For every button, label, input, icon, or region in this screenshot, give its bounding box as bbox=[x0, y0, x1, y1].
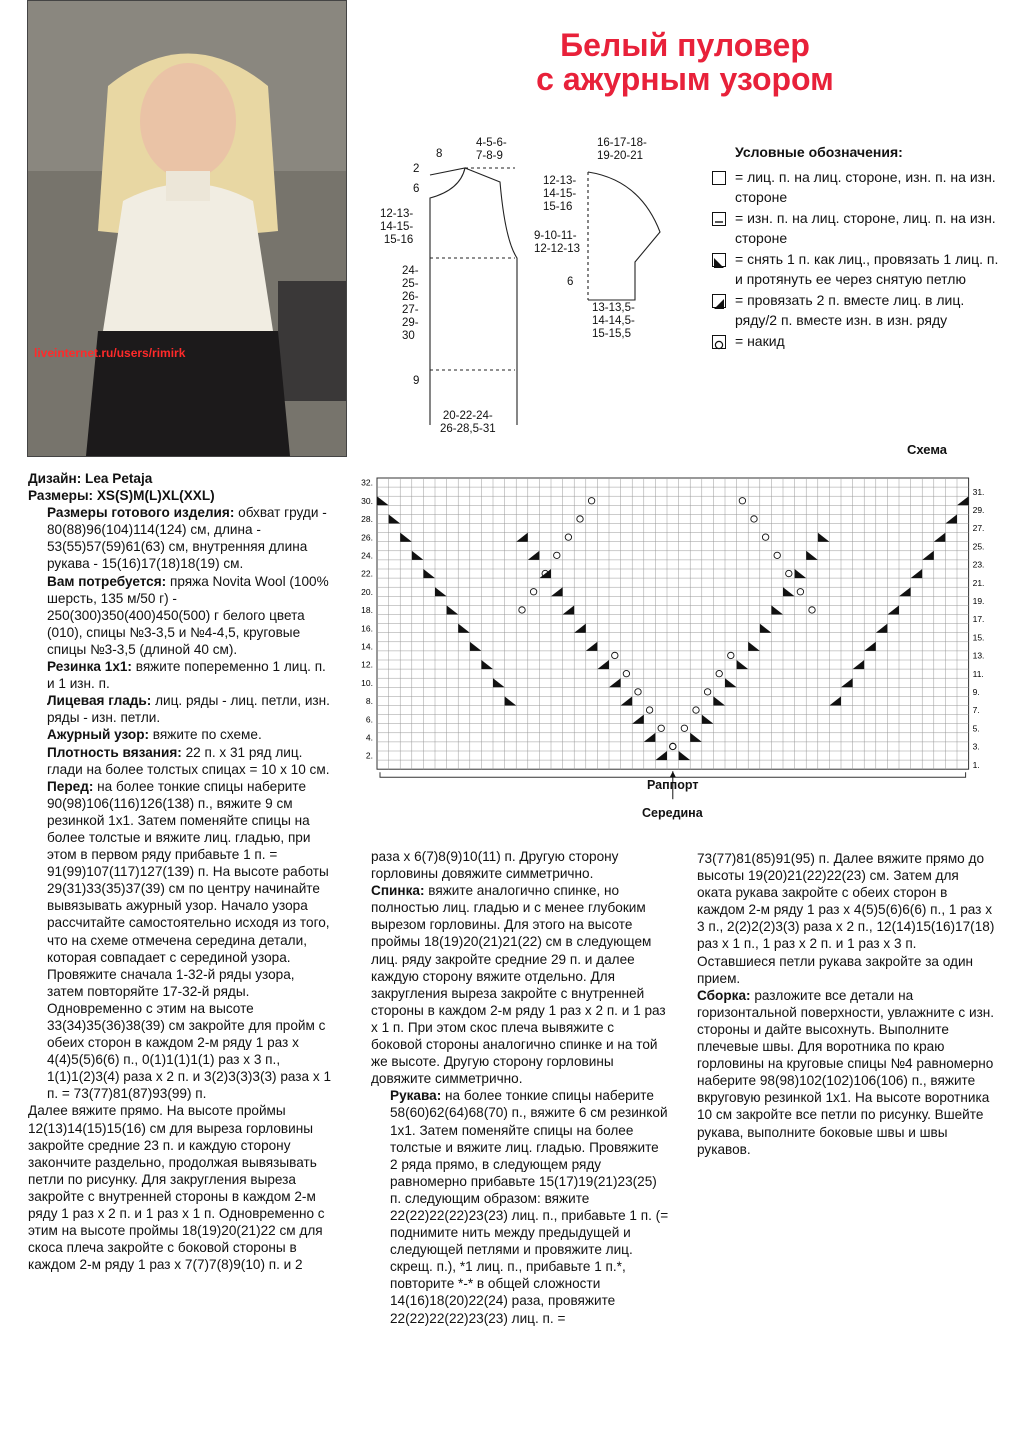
paragraph-text: вяжите попеременно 1 лиц. п. и 1 изн. п. bbox=[47, 659, 326, 692]
row-label-left: 6. bbox=[365, 714, 373, 725]
row-label-right: 29. bbox=[972, 505, 985, 516]
paragraph-heading: Сборка: bbox=[697, 987, 751, 1003]
watermark-text: liveinternet.ru/users/rimirk bbox=[34, 346, 186, 360]
photo-illustration bbox=[28, 1, 346, 456]
label-body-length: 24- 25- 26- 27- 29- 30 bbox=[402, 265, 419, 342]
row-label-right: 1. bbox=[972, 759, 980, 770]
legend-item-ssk: = снять 1 п. как лиц., провязать 1 лиц. п. и протянуть ее через снятую петлю bbox=[710, 249, 1010, 290]
paragraph bbox=[28, 1102, 332, 1273]
paragraph-text: вяжите аналогично спинке, но полностью лиц. гладью и с менее глубоким вырезом горловины. Для этого на высоте проймы 18(19)20(21)21(22) см в следующем лиц. ряду закройте средние 29 п. и далее каждую сторону вяжите отдельно. Для закругления выреза закройте с внутренней стороны в каждом 2-м ряду 1 раз х 2 п. и 1 раз х 1 п. При этом скос плеча вывяжите с боковой стороны аналогично спинке и на той же высоте. Другую сторону горловины довяжите симметрично. bbox=[371, 883, 666, 1087]
row-label-left: 18. bbox=[361, 605, 373, 616]
label-armhole: 12-13- 14-15- 15-16 bbox=[380, 208, 414, 246]
text-column-1 bbox=[28, 470, 332, 1273]
body-schematic bbox=[430, 168, 517, 425]
paragraph-heading: Перед: bbox=[47, 778, 94, 794]
row-label-right: 7. bbox=[972, 705, 980, 716]
center-arrow-head bbox=[670, 771, 676, 777]
left-triangle-icon bbox=[712, 253, 726, 267]
row-label-right: 13. bbox=[972, 650, 985, 661]
row-label-right: 11. bbox=[972, 668, 984, 679]
model-photo bbox=[27, 0, 347, 457]
paragraph-heading: Вам потребуется: bbox=[47, 573, 167, 589]
row-label-right: 19. bbox=[972, 596, 985, 607]
text-column-2 bbox=[371, 848, 669, 1327]
paragraph-heading: Резинка 1х1: bbox=[47, 659, 132, 675]
repeat-label: Раппорт bbox=[647, 778, 699, 792]
paragraph-text: разложите все детали на горизонтальной поверхности, увлажните с изн. стороны и дайте высохнуть. Выполните плечевые швы. Для воротника по краю горловины на круговые спицы №4 равномерно наберите 98(98)102(102)106(106) п., вяжите вкруговую резинкой 1х1. На высоте воротника 10 см закройте все петли по рисунку. Вшейте рукава, выполните боковые швы и швы рукавов. bbox=[697, 987, 995, 1157]
label-neck-width: 8 bbox=[436, 148, 443, 160]
label-neck-depth: 2 bbox=[413, 163, 420, 175]
paragraph-text: 22 п. х 31 ряд лиц. глади на более толстых спицах = 10 х 10 см. bbox=[47, 744, 330, 777]
row-label-left: 14. bbox=[361, 641, 373, 652]
paragraph bbox=[28, 504, 332, 572]
paragraph-heading: Размеры: XS(S)M(L)XL(XXL) bbox=[28, 488, 215, 504]
right-triangle-icon bbox=[712, 294, 726, 308]
chart-title: Схема bbox=[907, 442, 948, 457]
row-label-right: 15. bbox=[972, 632, 985, 643]
paragraph-text: на более тонкие спицы наберите 58(60)62(64)68(70) п., вяжите 6 см резинкой 1х1. Затем поменяйте спицы на более толстые и вяжите лиц. гладью. Провяжите 2 ряда прямо, в следующем ряду равномерно прибавьте 15(17)19(21)23(25) п. следующим образом: вяжите 22(22)22(22)23(23) лиц. п., прибавьте 1 п. (= поднимите нить между предыдущей и следующей петлями и провяжите лиц. скрещ. п.), *1 лиц. п., прибавьте 1 п.*, повторите *-* в общей сложности 14(16)18(20)22(24) раза, провяжите 22(22)22(22)23(23) лиц. п. = bbox=[390, 1088, 669, 1326]
row-label-left: 4. bbox=[365, 732, 373, 743]
row-label-left: 12. bbox=[361, 659, 373, 670]
text-column-3 bbox=[697, 850, 995, 1158]
row-label-left: 32. bbox=[361, 477, 373, 488]
label-cuff: 6 bbox=[567, 276, 574, 288]
paragraph-text: раза х 6(7)8(9)10(11) п. Другую сторону горловины довяжите симметрично. bbox=[371, 849, 619, 882]
row-label-left: 20. bbox=[361, 586, 373, 597]
paragraph-text: Далее вяжите прямо. На высоте проймы 12(13)14(15)15(16) см для выреза горловины закройте средние 23 п. и каждую сторону закончите раздельно, продолжая вывязывать петли по рисунку. Для закругления выреза закройте с внутренней стороны в каждом 2-м ряду 1 раз х 2 п. и 1 раз х 1 п. Одновременно с этим на высоте проймы 18(19)20(21)22 см для скоса плеча закройте с боковой стороны в каждом 2-м ряду 1 раз х 7(7)7(8)9(10) п. и 2 bbox=[28, 1103, 325, 1273]
label-sleeve-cap: 12-13- 14-15- 15-16 bbox=[543, 175, 577, 213]
paragraph bbox=[371, 848, 669, 882]
paragraph-heading: Рукава: bbox=[390, 1088, 442, 1104]
paragraph bbox=[697, 987, 995, 1158]
garment-schematic bbox=[405, 140, 675, 425]
row-label-right: 5. bbox=[972, 723, 980, 734]
paragraph bbox=[28, 744, 332, 778]
row-label-right: 27. bbox=[972, 523, 985, 534]
row-label-left: 28. bbox=[361, 514, 373, 525]
center-label: Середина bbox=[642, 806, 703, 820]
paragraph-text: обхват груди - 80(88)96(104)114(124) см, длина - 53(55)57(59)61(63) см, внутренняя длина рукава - 15(16)17(18)18(19) см. bbox=[47, 505, 327, 572]
paragraph-heading: Размеры готового изделия: bbox=[47, 505, 235, 521]
legend-item-knit: = лиц. п. на лиц. стороне, изн. п. на изн. стороне bbox=[710, 167, 1010, 208]
row-label-right: 21. bbox=[972, 577, 985, 588]
legend-heading: Условные обозначения: bbox=[735, 144, 903, 160]
paragraph bbox=[28, 573, 332, 658]
paragraph-heading: Спинка: bbox=[371, 883, 425, 899]
paragraph-text: лиц. ряды - лиц. петли, изн. ряды - изн. петли. bbox=[47, 693, 330, 726]
label-rib: 9 bbox=[413, 375, 420, 387]
label-sleeve-top-width: 16-17-18- 19-20-21 bbox=[597, 137, 647, 162]
paragraph bbox=[28, 658, 332, 692]
paragraph bbox=[28, 692, 332, 726]
row-label-left: 2. bbox=[365, 750, 373, 761]
legend-item-k2tog: = провязать 2 п. вместе лиц. в лиц. ряду/2 п. вместе изн. в изн. ряду bbox=[710, 290, 1010, 331]
legend-item-yo: = накид bbox=[710, 331, 1010, 352]
paragraph bbox=[28, 726, 332, 743]
symbol-legend bbox=[710, 142, 1010, 351]
paragraph-text: на более тонкие спицы наберите 90(98)106(116)126(138) п., вяжите 9 см резинкой 1х1. Затем поменяйте спицы на более толстые и вяжите лиц. гладью, при этом в первом ряду прибавьте 1 п. = 91(99)107(117)127(139) п. На высоте работы 29(31)33(35)37(39) см по центру начинайте вывязывать ажурный узор. Начало узора рассчитайте самостоятельно исходя из того, что на схеме отмечена середина детали, которая совпадает с серединой узора. Провяжите сначала 1-32-й ряды узора, затем повторяйте 17-32-й ряды. Одновременно с этим на высоте 33(34)35(36)38(39) см закройте для пройм с обеих сторон в каждом 2-м ряду 1 раз х 4(4)5(5)6(6) п., 0(1)1(1)1(1) раз х 3 п., 1(1)1(2)3(4) раза х 2 п. и 3(2)3(3)3(3) раза х 1 п. = 73(77)81(87)93(99) п. bbox=[47, 778, 332, 1102]
paragraph bbox=[28, 778, 332, 1103]
paragraph bbox=[28, 487, 332, 504]
dash-square-icon bbox=[712, 212, 726, 226]
row-label-right: 9. bbox=[972, 687, 980, 698]
row-label-left: 30. bbox=[361, 495, 373, 506]
lace-chart bbox=[355, 470, 985, 820]
row-label-left: 16. bbox=[361, 623, 373, 634]
paragraph bbox=[371, 882, 669, 1087]
title-line-1: Белый пуловер bbox=[560, 27, 810, 63]
paragraph-text: пряжа Novita Wool (100% шерсть, 135 м/50 г) - 250(300)350(400)450(500) г белого цвета (010), спицы №3-3,5 и №4-4,5, круговые спицы №3-3,5 (длиной 40 см). bbox=[47, 573, 329, 657]
legend-item-purl: = изн. п. на лиц. стороне, лиц. п. на изн. стороне bbox=[710, 208, 1010, 249]
row-label-left: 22. bbox=[361, 568, 373, 579]
label-shoulder-width: 4-5-6- 7-8-9 bbox=[476, 137, 507, 162]
label-sleeve-bottom-width: 13-13,5- 14-14,5- 15-15,5 bbox=[592, 302, 635, 340]
paragraph-heading: Лицевая гладь: bbox=[47, 693, 152, 709]
paragraph-heading: Плотность вязания: bbox=[47, 744, 182, 760]
row-label-right: 25. bbox=[972, 541, 985, 552]
title-line-2: с ажурным узором bbox=[536, 61, 834, 97]
row-label-right: 3. bbox=[972, 741, 980, 752]
row-label-left: 10. bbox=[361, 677, 373, 688]
row-label-left: 8. bbox=[365, 696, 373, 707]
paragraph-heading: Дизайн: Lea Petaja bbox=[28, 471, 153, 486]
label-sleeve-length: 9-10-11- 12-12-13 bbox=[534, 230, 581, 255]
row-label-left: 24. bbox=[361, 550, 373, 561]
paragraph-heading: Ажурный узор: bbox=[47, 727, 150, 743]
paragraph-text: 73(77)81(85)91(95) п. Далее вяжите прямо до высоты 19(20)21(22)22(23) см. Затем для оката рукава закройте с обеих сторон в каждом 2-м ряду 1 раз х 4(5)5(6)6(6) п., 1 раз х 3 п., 2(2)2(2)3(3) раза х 2 п., 12(14)15(16)17(18) раз х 1 п., 1 раз х 2 п. и 1 раз х 3 п. Оставшиеся петли рукава закройте за один прием. bbox=[697, 851, 995, 986]
paragraph bbox=[28, 470, 332, 487]
paragraph bbox=[697, 850, 995, 987]
paragraph-text: вяжите по схеме. bbox=[149, 727, 262, 743]
circle-square-icon bbox=[712, 335, 726, 349]
row-label-right: 17. bbox=[972, 614, 985, 625]
label-shoulder-depth: 6 bbox=[413, 183, 420, 195]
label-body-width: 20-22-24- 26-28,5-31 bbox=[440, 410, 496, 435]
empty-square-icon bbox=[712, 171, 726, 185]
row-label-right: 31. bbox=[972, 486, 985, 497]
row-label-left: 26. bbox=[361, 532, 373, 543]
paragraph bbox=[371, 1087, 669, 1326]
sleeve-schematic bbox=[588, 172, 660, 300]
row-label-right: 23. bbox=[972, 559, 985, 570]
page-title bbox=[505, 28, 865, 96]
